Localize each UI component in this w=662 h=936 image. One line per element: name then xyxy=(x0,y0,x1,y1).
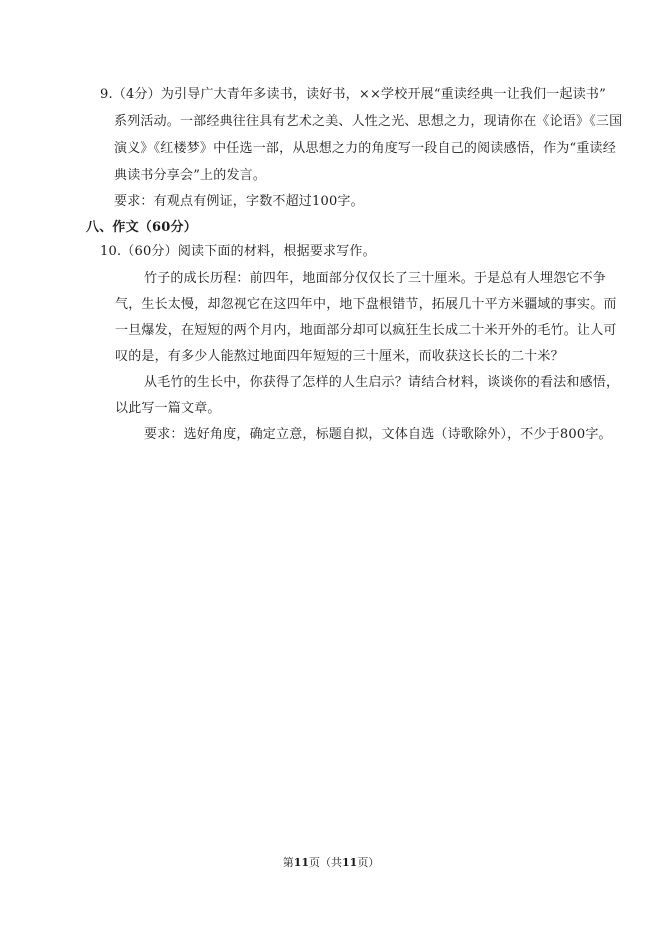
footer-page-number: 11 xyxy=(293,856,309,869)
section-heading: 八、作文（60分） xyxy=(86,220,197,235)
q9-line-2: 系列活动。一部经典往往具有艺术之美、人性之光、思想之力，现请你在《论语》《三国 xyxy=(114,114,623,129)
q10-intro: 10.（60分）阅读下面的材料，根据要求写作。 xyxy=(100,244,376,259)
footer-suffix: 页） xyxy=(357,856,380,869)
q9-line-4: 典读书分享会”上的发言。 xyxy=(114,168,267,183)
q10-prompt-line-2: 以此写一篇文章。 xyxy=(115,401,221,416)
q9-requirement: 要求：有观点有例证，字数不超过100字。 xyxy=(114,194,364,209)
footer-middle: 页（共 xyxy=(309,856,342,869)
q10-requirement: 要求：选好角度，确定立意，标题自拟，文体自选（诗歌除外），不少于800字。 xyxy=(144,427,612,442)
q10-prompt-line-1: 从毛竹的生长中，你获得了怎样的人生启示？请结合材料，谈谈你的看法和感悟， xyxy=(144,375,620,390)
q10-material-line-4: 叹的是，有多少人能熬过地面四年短短的三十厘米，而收获这长长的二十米？ xyxy=(115,349,564,364)
q9-line-1: 9.（4分）为引导广大青年多读书，读好书，××学校开展“重读经典一让我们一起读书” xyxy=(100,87,606,102)
q10-material-line-2: 气，生长太慢，却忽视它在这四年中，地下盘根错节，拓展几十平方米疆域的事实。而 xyxy=(115,297,617,312)
q9-line-3: 演义》《红楼梦》中任选一部，从思想之力的角度写一段自己的阅读感悟，作为“重读经 xyxy=(114,141,616,156)
page-footer xyxy=(0,856,662,870)
footer-total-pages: 11 xyxy=(342,856,358,869)
footer-prefix: 第 xyxy=(282,856,294,869)
q10-material-line-1: 竹子的成长历程：前四年，地面部分仅仅长了三十厘米。于是总有人埋怨它不争 xyxy=(144,271,607,286)
q10-material-line-3: 一旦爆发，在短短的两个月内，地面部分却可以疯狂生长成二十米开外的毛竹。让人可 xyxy=(115,323,617,338)
